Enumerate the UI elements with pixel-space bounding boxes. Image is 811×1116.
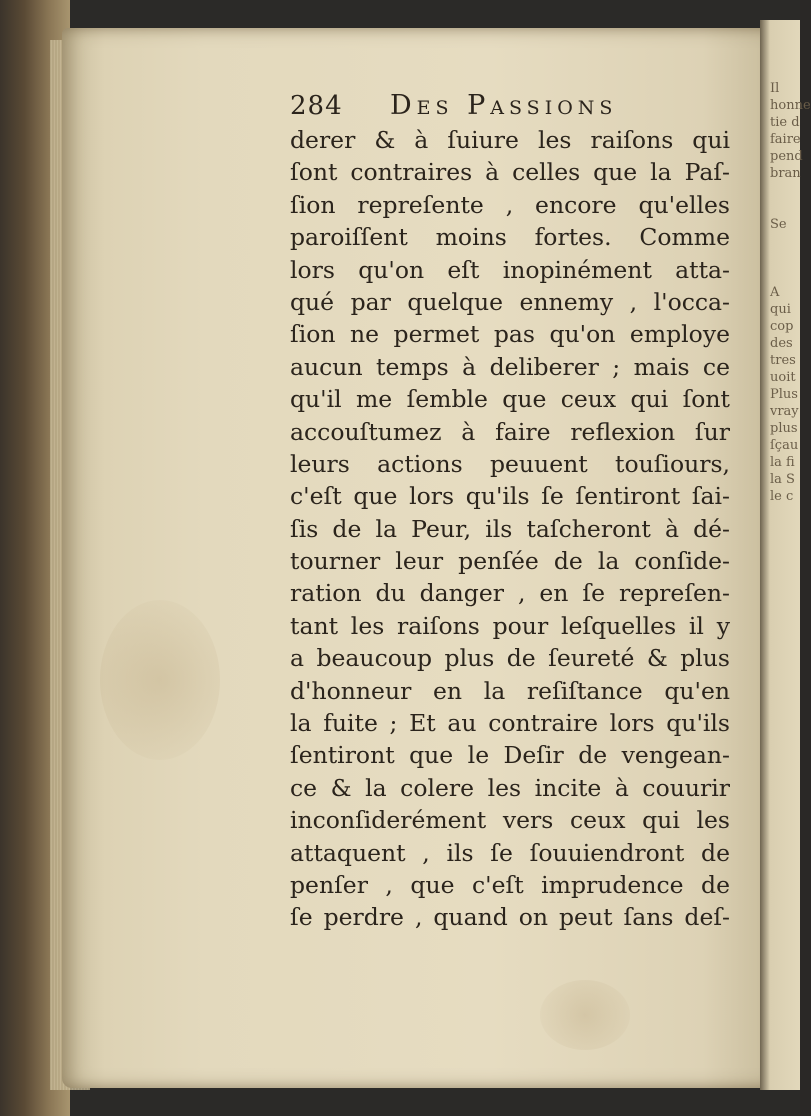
facing-fragment: qui [770, 302, 791, 317]
facing-fragment: A [770, 285, 780, 300]
text-line: attaquent , ils ſe ſouuiendront de [290, 838, 730, 867]
facing-fragment: Plus [770, 387, 798, 402]
text-line: a beaucoup plus de ſeureté & plus [290, 644, 730, 673]
facing-fragment: tres [770, 353, 796, 368]
facing-fragment [770, 199, 800, 216]
facing-page-text [770, 80, 811, 505]
text-line: d'honneur en la reſiſtance qu'en [290, 676, 730, 705]
facing-fragment: bran [770, 166, 801, 181]
text-line: derer & à ſuiure les raiſons qui [290, 126, 730, 154]
facing-fragment: Se [770, 217, 787, 232]
text-line: ſis de la Peur, ils taſcheront à dé- [290, 514, 730, 543]
text-line: tant les raiſons pour leſquelles il y [290, 611, 730, 640]
text-line: ſont contraires à celles que la Paſ- [290, 158, 730, 187]
text-line: qué par quelque ennemy , l'occa- [290, 287, 730, 316]
text-line: c'eſt que lors qu'ils ſe ſentiront ſai- [290, 482, 730, 511]
text-line: accouſtumez à faire reflexion ſur [290, 417, 730, 446]
facing-fragment [770, 233, 800, 250]
facing-fragment: cop [770, 319, 794, 334]
running-title: Des Passions [390, 90, 618, 121]
facing-fragment: uoit [770, 370, 796, 385]
text-line: penſer , que c'eſt imprudence de [290, 870, 730, 899]
text-line: qu'il me ſemble que ceux qui ſont [290, 385, 730, 414]
facing-fragment: tie d [770, 115, 800, 130]
facing-fragment: la S [770, 472, 795, 487]
text-line: lors qu'on eſt inopinément atta- [290, 255, 730, 284]
body-text [290, 124, 750, 934]
text-line: ſion repreſente , encore qu'elles [290, 190, 730, 219]
facing-fragment [770, 182, 800, 199]
text-line: aucun temps à deliberer ; mais ce [290, 352, 730, 381]
facing-fragment: honne [770, 98, 811, 113]
facing-fragment: faire [770, 132, 801, 147]
paper-stain [540, 980, 630, 1050]
text-line: tourner leur penſée de la conſide- [290, 547, 730, 576]
facing-fragment: pend [770, 149, 803, 164]
facing-fragment: Il [770, 81, 780, 96]
facing-fragment [770, 250, 800, 267]
page-text [290, 90, 750, 934]
facing-fragment: le c [770, 489, 794, 504]
text-line: ce & la colere les incite à couurir [290, 773, 730, 802]
text-line: ration du danger , en ſe repreſen- [290, 579, 730, 608]
paper-stain [100, 600, 220, 760]
facing-fragment: des [770, 336, 793, 351]
text-line: la fuite ; Et au contraire lors qu'ils [290, 709, 730, 738]
page-number: 284 [290, 91, 343, 121]
text-line: paroiſſent moins fortes. Comme [290, 223, 730, 252]
facing-fragment: plus [770, 421, 798, 436]
facing-fragment: vray [770, 404, 799, 419]
text-line: leurs actions peuuent touſiours, [290, 449, 730, 478]
facing-fragment [770, 267, 800, 284]
text-line: inconſiderément vers ceux qui les [290, 806, 730, 835]
text-line: ſe perdre , quand on peut ſans deſ- [290, 903, 730, 932]
facing-fragment: la fi [770, 455, 795, 470]
text-line: ſentiront que le Deſir de vengean- [290, 741, 730, 770]
facing-fragment: ſçau [770, 438, 799, 453]
text-line: ſion ne permet pas qu'on employe [290, 320, 730, 349]
